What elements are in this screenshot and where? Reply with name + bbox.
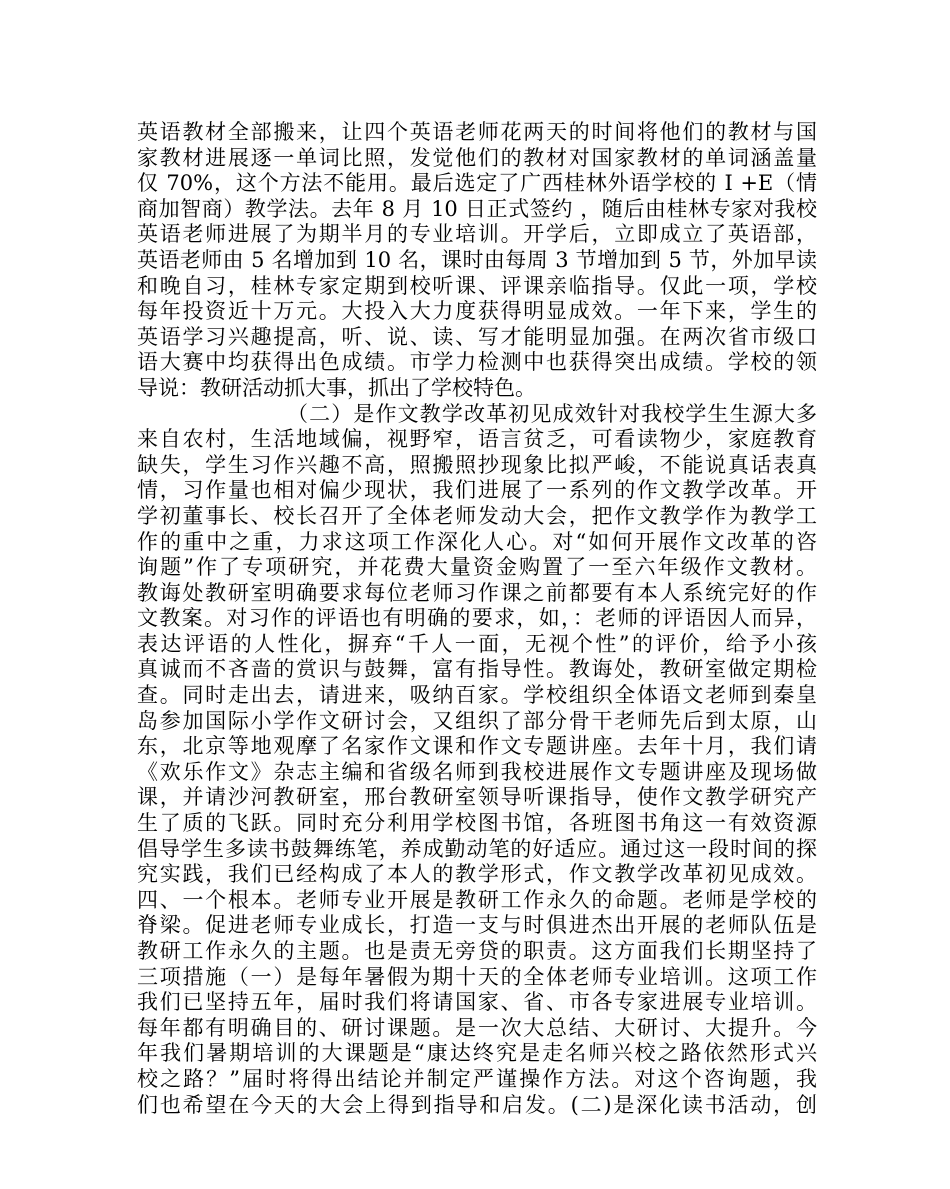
text-line: 脊梁。促进老师专业成长，打造一支与时俱进杰出开展的老师队伍是 xyxy=(137,913,817,938)
text-line: 四、一个根本。老师专业开展是教研工作永久的命题。老师是学校的 xyxy=(137,887,817,912)
text-line: 商加智商）教学法。去年 8 月 10 日正式签约 ，随后由桂林专家对我校 xyxy=(137,196,817,221)
text-line: 和晚自习，桂林专家定期到校听课、评课亲临指导。仅此一项，学校 xyxy=(137,273,817,298)
text-line: 仅 70%，这个方法不能用。最后选定了广西桂林外语学校的 I +E（情 xyxy=(137,171,817,196)
text-line: 语大赛中均获得出色成绩。市学力检测中也获得突出成绩。学校的领 xyxy=(137,350,817,375)
text-line: 岛参加国际小学作文研讨会，又组织了部分骨干老师先后到太原，山 xyxy=(137,708,817,733)
text-line: 年我们暑期培训的大课题是“康达终究是走名师兴校之路依然形式兴 xyxy=(137,1041,817,1066)
text-line: 情，习作量也相对偏少现状，我们进展了一系列的作文教学改革。开 xyxy=(137,478,817,503)
text-line: 们也希望在今天的大会上得到指导和启发。(二)是深化读书活动，创 xyxy=(137,1092,817,1117)
text-line: 教研工作永久的主题。也是责无旁贷的职责。这方面我们长期坚持了 xyxy=(137,939,817,963)
text-line: 英语学习兴趣提高，听、说、读、写才能明显加强。在两次省市级口 xyxy=(137,324,817,349)
text-line: 课，并请沙河教研室，邢台教研室领导听课指导，使作文教学研究产 xyxy=(137,785,817,810)
text-line: 英语老师进展了为期半月的专业培训。开学后，立即成立了英语部， xyxy=(137,222,817,247)
text-line: 缺失，学生习作兴趣不高，照搬照抄现象比拟严峻，不能说真话表真 xyxy=(137,452,817,477)
body-text xyxy=(137,120,817,1118)
text-line: 学初董事长、校长召开了全体老师发动大会，把作文教学作为教学工 xyxy=(137,503,817,528)
text-line: 校之路？”届时将得出结论并制定严谨操作方法。对这个咨询题，我 xyxy=(137,1066,817,1091)
text-line: 家教材进展逐一单词比照，发觉他们的教材对国家教材的单词涵盖量 xyxy=(137,145,817,170)
text-line: 教诲处教研室明确要求每位老师习作课之前都要有本人系统完好的作 xyxy=(137,580,817,605)
text-line: 询题”作了专项研究，并花费大量资金购置了一至六年级作文教材。 xyxy=(137,555,817,580)
text-line: 究实践，我们已经构成了本人的教学形式，作文教学改革初见成效。 xyxy=(137,862,817,887)
text-line: 文教案。对习作的评语也有明确的要求，如，：老师的评语因人而异， xyxy=(137,606,817,631)
text-line: 我们已坚持五年，届时我们将请国家、省、市各专家进展专业培训。 xyxy=(137,990,817,1015)
text-line: 生了质的飞跃。同时充分利用学校图书馆，各班图书角这一有效资源 xyxy=(137,811,817,836)
text-line: 真诚而不吝啬的赏识与鼓舞，富有指导性。教诲处，教研室做定期检 xyxy=(137,657,817,682)
section-heading-line: （二）是作文教学改革初见成效针对我校学生生源大多 xyxy=(287,401,817,426)
text-line: 倡导学生多读书鼓舞练笔，养成勤动笔的好适应。通过这一段时间的探 xyxy=(137,836,817,861)
text-line: 《欢乐作文》杂志主编和省级名师到我校进展作文专题讲座及现场做 xyxy=(137,759,817,784)
text-line: 英语教材全部搬来，让四个英语老师花两天的时间将他们的教材与国 xyxy=(137,120,817,144)
text-line: 表达评语的人性化，摒弃“千人一面，无视个性”的评价，给予小孩 xyxy=(137,631,817,656)
text-line: 作的重中之重，力求这项工作深化人心。对“如何开展作文改革的咨 xyxy=(137,529,817,554)
text-line: 每年都有明确目的、研讨课题。是一次大总结、大研讨、大提升。今 xyxy=(137,1015,817,1040)
text-line: 东，北京等地观摩了名家作文课和作文专题讲座。去年十月，我们请 xyxy=(137,734,817,759)
text-line: 导说：教研活动抓大事，抓出了学校特色。 xyxy=(137,375,536,400)
text-line: 来自农村，生活地域偏，视野窄，语言贫乏，可看读物少，家庭教育 xyxy=(137,427,817,452)
text-line: 查。同时走出去，请进来，吸纳百家。学校组织全体语文老师到秦皇 xyxy=(137,683,817,708)
text-line: 三项措施（一）是每年暑假为期十天的全体老师专业培训。这项工作 xyxy=(137,964,817,989)
text-line: 每年投资近十万元。大投入大力度获得明显成效。一年下来，学生的 xyxy=(137,299,817,324)
text-line: 英语老师由 5 名增加到 10 名，课时由每周 3 节增加到 5 节，外加早读 xyxy=(137,247,817,272)
